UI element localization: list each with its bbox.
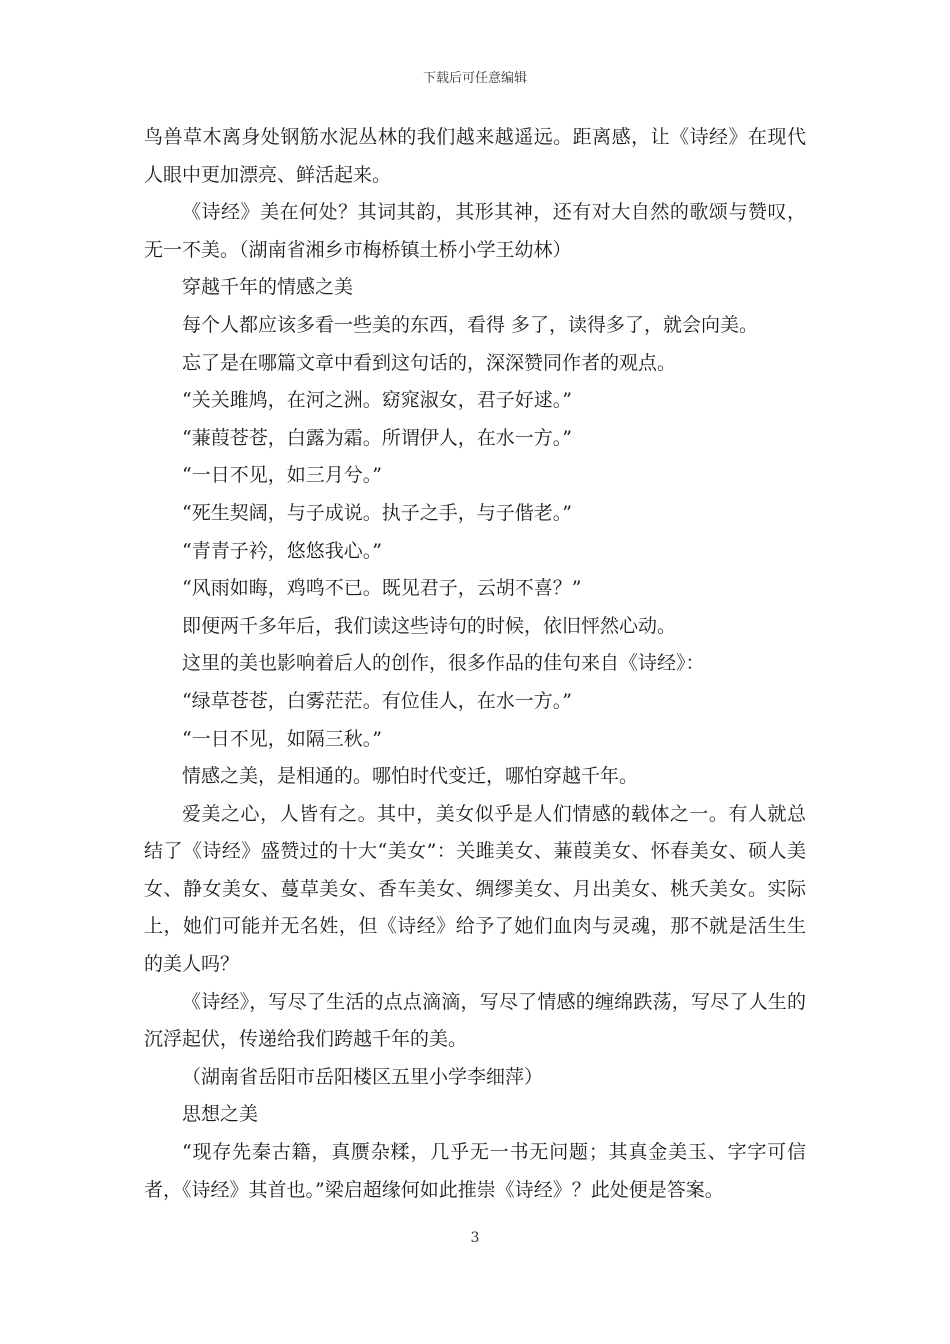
quote-2: “蒹葭苍苍，白露为霜。所谓伊人，在水一方。” <box>182 426 572 449</box>
paragraph-4: 忘了是在哪篇文章中看到这句话的，深深赞同作者的观点。 <box>182 351 677 374</box>
page-number: 3 <box>470 1230 480 1246</box>
paragraph-7: 情感之美，是相通的。哪怕时代变迁，哪怕穿越千年。 <box>182 765 639 788</box>
paragraph-10: “现存先秦古籍，真赝杂糅，几乎无一书无问题；其真金美玉、字字可信者，《诗经》其首也。”梁启超缘何如此推崇《诗经》？此处便是答案。 <box>144 1141 806 1201</box>
quote-1: “关关雎鸠，在河之洲。窈窕淑女，君子好逑。” <box>182 389 572 412</box>
quote-4: “死生契阔，与子成说。执子之手，与子偕老。” <box>182 501 572 524</box>
paragraph-3: 每个人都应该多看一些美的东西，看得 多了，读得多了，就会向美。 <box>182 313 759 336</box>
paragraph-5: 即便两千多年后，我们读这些诗句的时候，依旧怦然心动。 <box>182 614 677 637</box>
quote-6: “风雨如晦，鸡鸣不已。既见君子，云胡不喜？” <box>182 577 582 600</box>
paragraph-1: 鸟兽草木离身处钢筋水泥丛林的我们越来越遥远。距离感，让《诗经》在现代人眼中更加漂亮、鲜活起来。 <box>144 126 806 186</box>
paragraph-6: 这里的美也影响着后人的创作，很多作品的佳句来自《诗经》： <box>182 652 705 675</box>
page-header: 下载后可任意编辑 <box>422 71 527 86</box>
quote-3: “一日不见，如三月兮。” <box>182 464 382 487</box>
paragraph-8: 爱美之心，人皆有之。其中，美女似乎是人们情感的载体之一。有人就总结了《诗经》盛赞过的十大“美女”：关雎美女、蒹葭美女、怀春美女、硕人美女、静女美女、蔓草美女、香车美女、绸缪美女、月出美女、桃夭美女。实际上，她们可能并无名姓，但《诗经》给予了她们血肉与灵魂，那不就是活生生的美人吗？ <box>144 802 806 976</box>
author-credit: （湖南省岳阳市岳阳楼区五里小学李细萍） <box>182 1065 544 1088</box>
section-heading-thought: 思想之美 <box>182 1103 259 1126</box>
quote-8: “一日不见，如隔三秋。” <box>182 727 382 750</box>
paragraph-2: 《诗经》美在何处？其词其韵，其形其神，还有对大自然的歌颂与赞叹，无一不美。（湖南省湘乡市梅桥镇土桥小学王幼林） <box>144 201 806 261</box>
quote-5: “青青子衿，悠悠我心。” <box>182 539 382 562</box>
body-text <box>144 119 806 1209</box>
paragraph-9: 《诗经》，写尽了生活的点点滴滴，写尽了情感的缠绵跌荡，写尽了人生的沉浮起伏，传递给我们跨越千年的美。 <box>144 990 806 1051</box>
quote-7: “绿草苍苍，白雾茫茫。有位佳人，在水一方。” <box>182 689 572 712</box>
section-heading-emotion: 穿越千年的情感之美 <box>182 276 354 299</box>
